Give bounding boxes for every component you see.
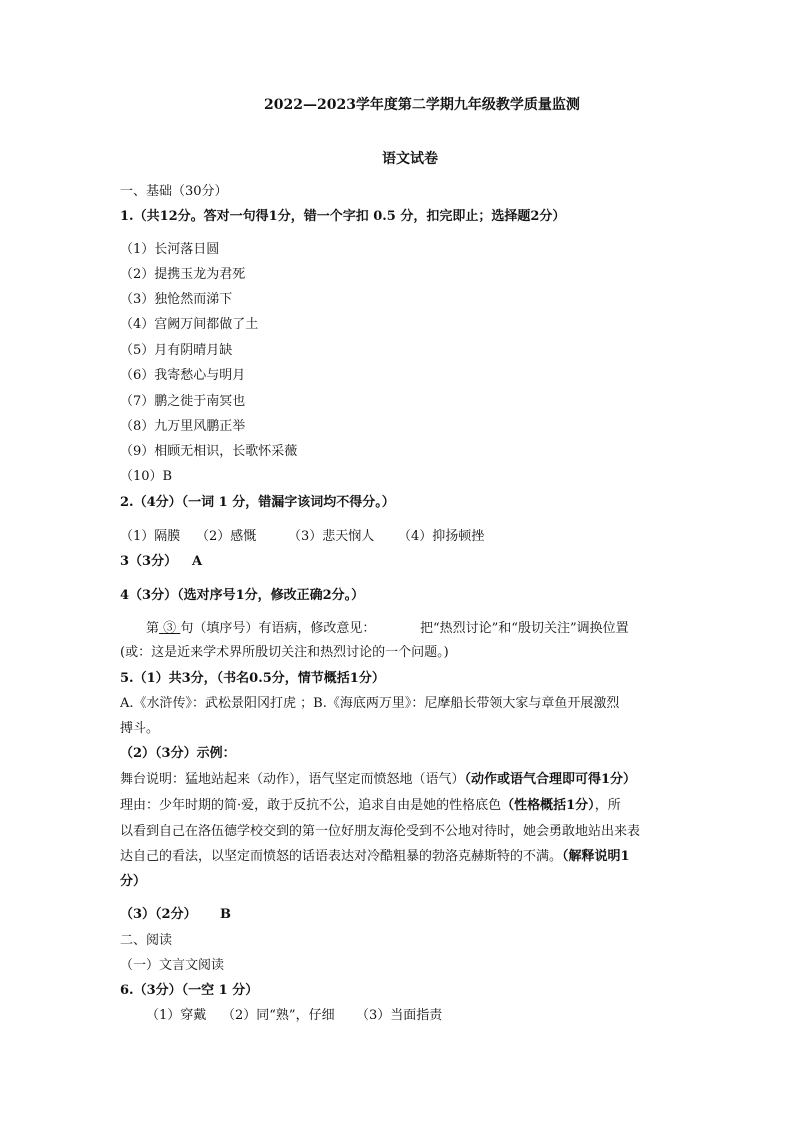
answer-6-1: （1）穿戴 [146, 1008, 207, 1023]
answer-4-blank: ③ [163, 621, 177, 636]
answer-1-8: （8）九万里风鹏正举 [120, 419, 246, 434]
answer-2-1: （1）隔膜 [120, 529, 181, 544]
answer-5-2-line2-a: 理由：少年时期的简·爱，敢于反抗不公，追求自由是她的性格底色 [120, 798, 502, 813]
answer-1-9: （9）相顾无相识，长歌怀采薇 [120, 444, 298, 459]
question-1-label: 1.（共12分。答对一句得1分，错一个字扣 0.5 分，扣完即止；选择题2分） [120, 209, 566, 224]
answer-4-text-b: 句（填序号）有语病，修改意见： [180, 621, 376, 636]
answer-4-text-a: 第 [146, 621, 160, 636]
answer-5-2-line1-b: （动作或语气合理即可得1分） [464, 772, 637, 787]
answer-1-2: （2）提携玉龙为君死 [120, 267, 246, 282]
answer-1-7: （7）鹏之徙于南冥也 [120, 394, 246, 409]
answer-6-2: （2）同“熟”，仔细 [222, 1008, 335, 1023]
answer-5-2-line5: 分） [120, 874, 147, 889]
answer-4-line1 [146, 620, 375, 638]
answer-5-3: B [220, 907, 231, 922]
question-3-label: 3（3分） [120, 554, 178, 569]
answer-5-2-line2 [120, 797, 621, 815]
answer-1-4: （4）宫阙万间都做了土 [120, 317, 259, 332]
answer-1-3: （3）独怆然而涕下 [120, 292, 233, 307]
answer-4-text-c: 把“热烈讨论”和“殷切关注”调换位置 [420, 621, 629, 636]
answer-5-2-line4-b: （解释说明1 [562, 849, 630, 864]
answer-1-5: （5）月有阴晴月缺 [120, 343, 233, 358]
answer-5-2-line2-b: （性格概括1分） [501, 798, 595, 813]
answer-5-1-line1: A.《水浒传》：武松景阳冈打虎 ；B.《海底两万里》：尼摩船长带领大家与章鱼开展激烈 [120, 696, 620, 711]
answer-2-2: （2）感慨 [196, 529, 257, 544]
document-title: 2022—2023学年度第二学期九年级教学质量监测 [264, 97, 580, 113]
answer-5-2-line3: 以看到自己在洛伍德学校交到的第一位好朋友海伦受到不公地对待时，她会勇敢地站出来表 [120, 824, 641, 839]
answer-5-2-line2-c: ，所 [594, 798, 621, 813]
answer-5-1-line2: 搏斗。 [120, 721, 160, 736]
document-subtitle: 语文试卷 [382, 151, 438, 167]
answer-6-3: （3）当面指责 [356, 1008, 443, 1023]
answer-1-6: （6）我寄愁心与明月 [120, 368, 246, 383]
answer-2-3: （3）悲天悯人 [288, 529, 375, 544]
section-heading-reading: 二、阅读 [120, 933, 173, 948]
answer-5-2-line1 [120, 771, 636, 789]
answer-4-alt: (或：这是近来学术界所殷切关注和热烈讨论的一个问题。) [120, 645, 449, 660]
question-5-label: 5.（1）共3分，（书名0.5分，情节概括1分） [120, 671, 385, 686]
question-4-label: 4（3分）（选对序号1分，修改正确2分。） [120, 588, 365, 603]
subsection-classical-reading: （一）文言文阅读 [120, 958, 225, 973]
answer-3: A [192, 554, 203, 569]
answer-5-2-line4 [120, 848, 630, 866]
question-2-label: 2.（4分）（一词 1 分，错漏字该词均不得分。） [120, 495, 395, 510]
answer-2-4: （4）抑扬顿挫 [398, 529, 485, 544]
question-5-3-label: （3）（2分） [120, 907, 197, 922]
answer-5-2-line4-a: 达自己的看法，以坚定而愤怒的话语表达对冷酷粗暴的勃洛克赫斯特的不满。 [120, 849, 563, 864]
answer-5-2-line1-a: 舞台说明：猛地站起来（动作），语气坚定而愤怒地（语气） [120, 772, 465, 787]
section-heading-basics: 一、基础（30分） [120, 184, 228, 199]
answer-1-10: （10）B [120, 469, 173, 484]
question-6-label: 6.（3分）（一空 1 分） [120, 983, 259, 998]
question-5-2-label: （2）（3分）示例： [120, 746, 236, 761]
answer-1-1: （1）长河落日圆 [120, 242, 220, 257]
